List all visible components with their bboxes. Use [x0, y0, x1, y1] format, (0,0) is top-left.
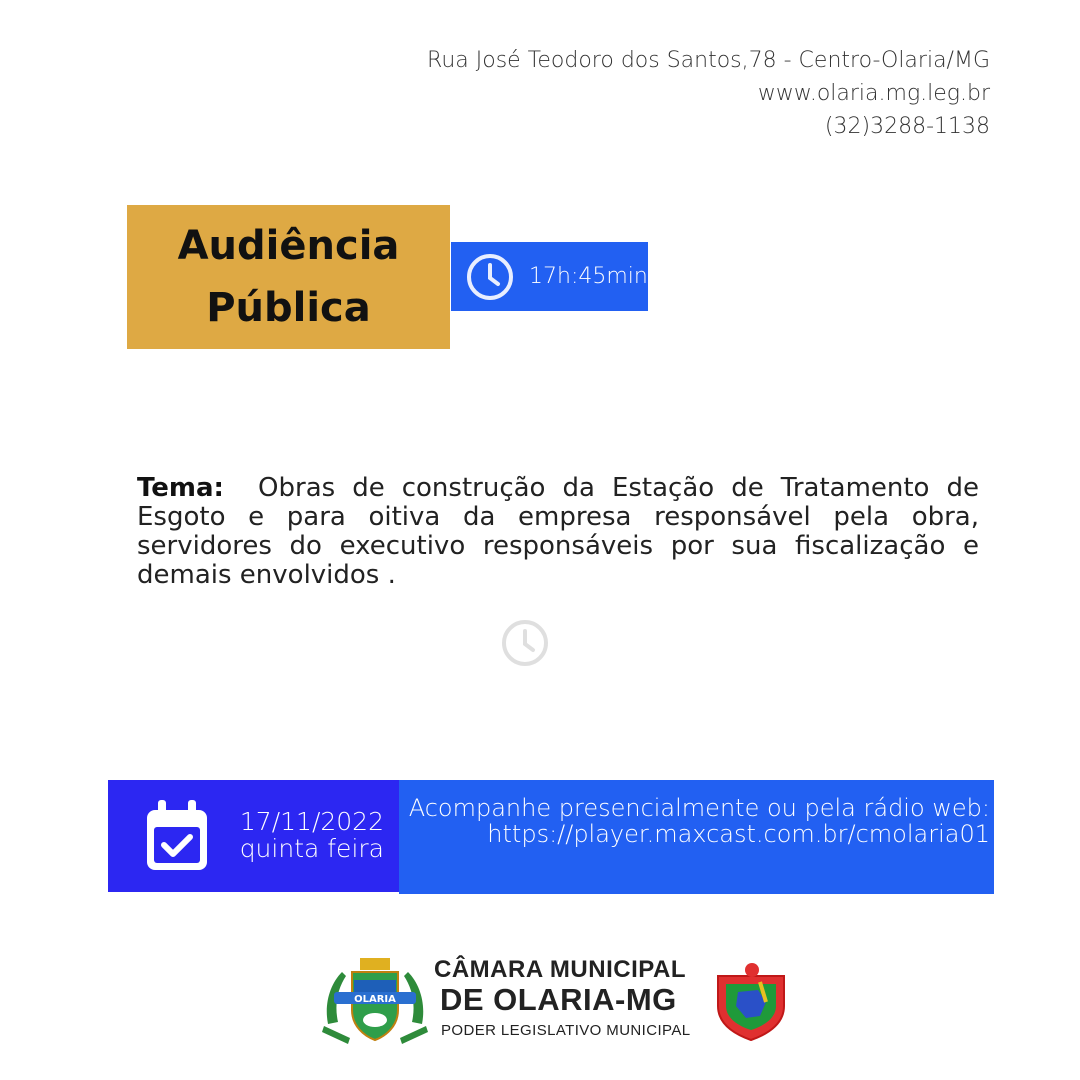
- event-date: 17/11/2022: [239, 807, 384, 836]
- event-weekday: quinta feira: [239, 834, 384, 863]
- web-info-line: Acompanhe presencialmente ou pela rádio web:: [408, 794, 990, 822]
- calendar-check-icon: [144, 800, 210, 874]
- event-time-box: [451, 242, 648, 311]
- footer-logo: [320, 950, 800, 1050]
- faded-clock-icon: [500, 618, 550, 668]
- footer-name-line3: PODER LEGISLATIVO MUNICIPAL: [441, 1022, 691, 1039]
- date-text: [232, 808, 384, 862]
- legislative-emblem-icon: [708, 962, 794, 1042]
- website: www.olaria.mg.leg.br: [757, 81, 990, 106]
- clock-icon: [465, 252, 515, 302]
- event-time: 17h:45min: [529, 264, 648, 289]
- web-info-box: [399, 780, 994, 894]
- event-title-box: [127, 205, 450, 349]
- tema-label: Tema:: [137, 473, 224, 503]
- phone: (32)3288-1138: [824, 114, 990, 139]
- web-info-text: [409, 795, 990, 847]
- radio-web-link[interactable]: https://player.maxcast.com.br/cmolaria01: [487, 820, 990, 848]
- contact-info: [427, 44, 990, 143]
- date-box: [108, 780, 399, 892]
- address: Rua José Teodoro dos Santos,78 - Centro-Olaria/MG: [427, 48, 990, 73]
- tema-text: Obras de construção da Estação de Tratamento de Esgoto e para oitiva da empresa responsável pela obra, servidores do executivo responsáveis por sua fiscalização e demais envolvidos .: [137, 473, 980, 590]
- svg-text:OLARIA: OLARIA: [354, 994, 396, 1005]
- footer-name-line2: DE OLARIA-MG: [440, 982, 677, 1017]
- tema-paragraph: [137, 474, 979, 590]
- event-title: Audiência Pública: [177, 223, 400, 331]
- olaria-coat-of-arms-icon: [320, 954, 430, 1046]
- footer-name-line1: CÂMARA MUNICIPAL: [434, 956, 686, 983]
